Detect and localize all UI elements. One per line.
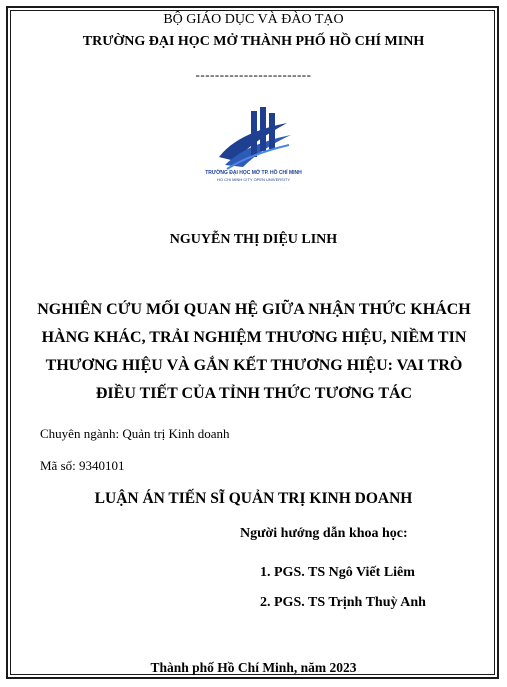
title-line: NGHIÊN CỨU MỐI QUAN HỆ GIỮA NHẬN THỨC KHÁCH bbox=[37, 301, 471, 318]
advisor-item: 2. PGS. TS Trịnh Thuỳ Anh bbox=[260, 595, 426, 610]
title-line: ĐIỀU TIẾT CỦA TỈNH THỨC TƯƠNG TÁC bbox=[95, 385, 413, 402]
ministry-name: BỘ GIÁO DỤC VÀ ĐÀO TẠO bbox=[163, 12, 344, 27]
advisors-label: Người hướng dẫn khoa học: bbox=[240, 526, 408, 541]
code-field: Mã số: 9340101 bbox=[40, 458, 125, 473]
header-divider: ------------------------ bbox=[195, 67, 312, 82]
major-field: Chuyên ngành: Quản trị Kinh doanh bbox=[40, 426, 230, 441]
advisor-item: 1. PGS. TS Ngô Viết Liêm bbox=[260, 565, 415, 580]
place-and-year: Thành phố Hồ Chí Minh, năm 2023 bbox=[150, 660, 357, 675]
title-line: HÀNG KHÁC, TRẢI NGHIỆM THƯƠNG HIỆU, NIỀM TIN bbox=[41, 329, 467, 346]
author-name: NGUYỄN THỊ DIỆU LINH bbox=[169, 232, 338, 247]
logo-caption-en: HO CHI MINH CITY OPEN UNIVERSITY bbox=[216, 177, 291, 182]
university-name: TRƯỜNG ĐẠI HỌC MỞ THÀNH PHỐ HỒ CHÍ MINH bbox=[82, 34, 425, 49]
thesis-title bbox=[14, 296, 494, 408]
logo-caption-vi: TRƯỜNG ĐẠI HỌC MỞ TP. HỒ CHÍ MINH bbox=[205, 170, 302, 176]
degree-title: LUẬN ÁN TIẾN SĨ QUẢN TRỊ KINH DOANH bbox=[94, 490, 413, 507]
title-line: THƯƠNG HIỆU VÀ GẮN KẾT THƯƠNG HIỆU: VAI TRÒ bbox=[45, 357, 463, 374]
